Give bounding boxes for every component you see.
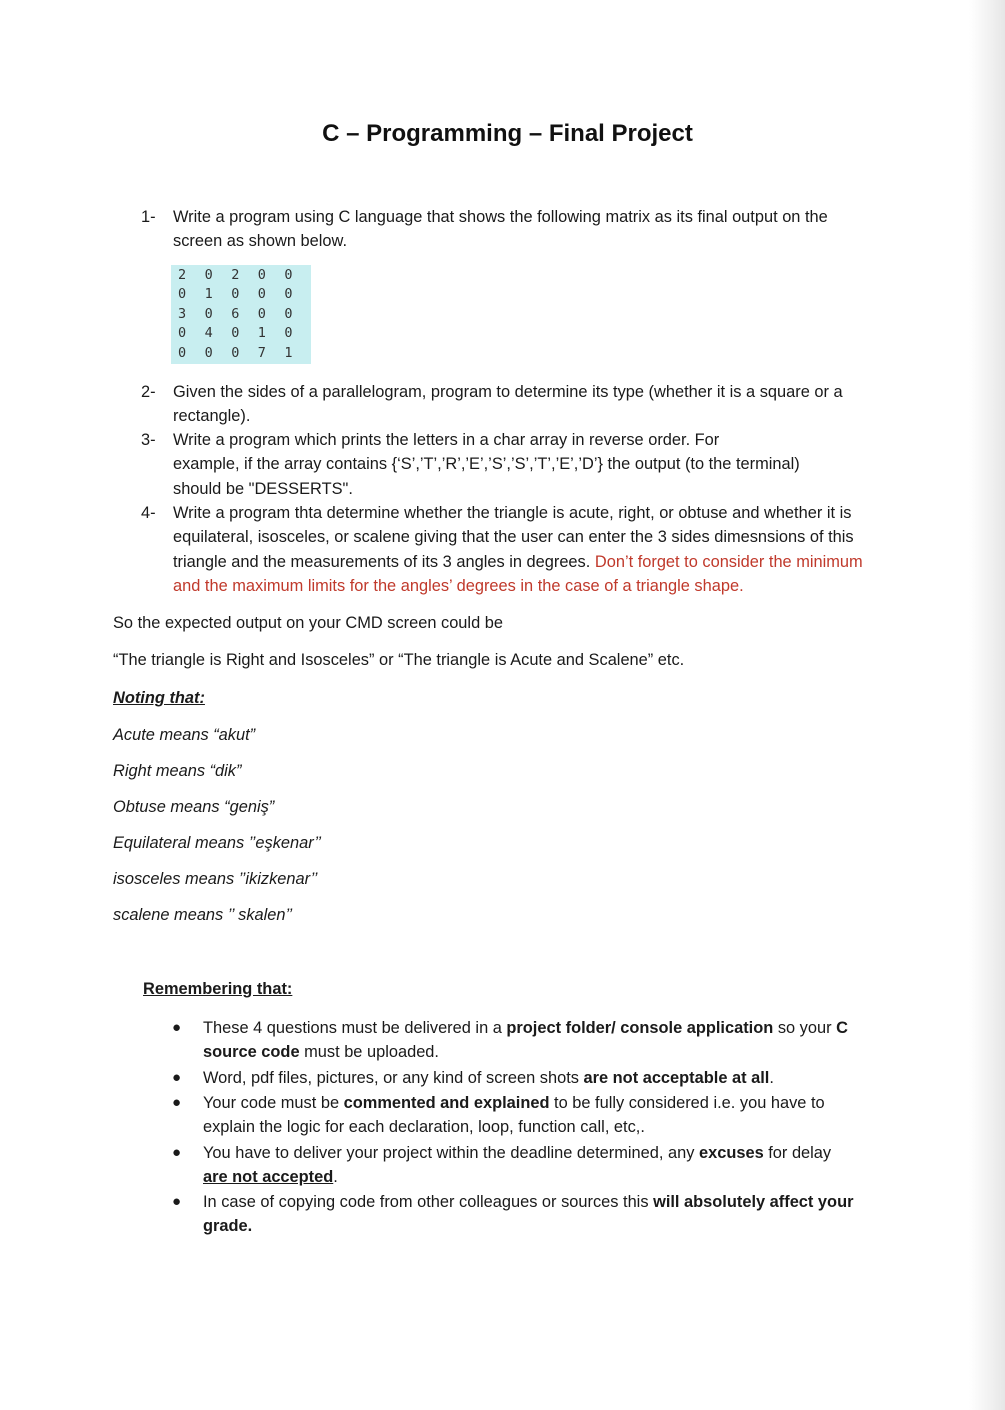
matrix-cell: 0 <box>178 344 187 361</box>
matrix-row <box>171 285 311 304</box>
bullet-strong: commented and explained <box>343 1094 550 1112</box>
matrix-cell: 0 <box>204 267 213 283</box>
matrix-cell: 0 <box>204 344 213 361</box>
matrix-cell: 0 <box>257 305 266 322</box>
bullet-strong: grade. <box>203 1217 253 1236</box>
bullet-dot: ● <box>172 1144 182 1161</box>
bullet-line <box>203 1190 868 1214</box>
question-number: 1- <box>141 208 156 226</box>
bullet-line <box>203 1141 868 1165</box>
term-definition: Obtuse means “geniş” <box>113 798 275 816</box>
bullet-line <box>203 1091 868 1115</box>
matrix-cell: 4 <box>204 325 213 342</box>
matrix-cell: 2 <box>178 267 187 283</box>
expected-example: “The triangle is Right and Isosceles” or “The triangle is Acute and Scalene” etc. <box>113 651 685 669</box>
question-line: Write a program which prints the letters in a char array in reverse order. For <box>173 431 720 449</box>
matrix-cell: 0 <box>257 267 266 283</box>
matrix-cell: 0 <box>231 325 240 342</box>
matrix-row <box>171 305 311 324</box>
matrix-cell: 0 <box>178 286 187 303</box>
bullet-item <box>172 1066 868 1090</box>
matrix-cell: 6 <box>231 305 240 322</box>
bullet-line <box>203 1016 868 1040</box>
bullet-text: for delay <box>763 1144 832 1162</box>
bullet-text: . <box>333 1168 338 1187</box>
bullet-strong: excuses <box>698 1144 764 1162</box>
question-text <box>173 501 881 598</box>
matrix-cell: 0 <box>204 305 213 322</box>
matrix-cell: 0 <box>257 286 266 303</box>
noting-heading: Noting that: <box>113 689 205 707</box>
bullet-item <box>172 1016 868 1065</box>
question-1 <box>141 205 876 254</box>
matrix-cell: 1 <box>284 344 293 361</box>
matrix-cell: 0 <box>284 286 293 303</box>
bullet-line <box>203 1066 868 1090</box>
matrix-cell: 0 <box>231 344 240 361</box>
bullet-dot: ● <box>172 1069 182 1086</box>
bullet-text: Word, pdf files, pictures, or any kind of screen shots <box>203 1069 584 1087</box>
bullet-line <box>203 1165 868 1189</box>
question-number: 2- <box>141 383 156 401</box>
page-edge-shadow <box>969 0 1005 1410</box>
question-text: Write a program using C language that shows the following matrix as its final output on the screen as shown below. <box>173 208 828 251</box>
question-2 <box>141 380 876 429</box>
matrix-cell: 7 <box>257 344 266 361</box>
bullet-dot: ● <box>172 1193 182 1210</box>
angle-limit-warning: Don’t forget to consider the minimum and the maximum limits for the angles’ degrees in the case of a triangle shape. <box>173 552 863 595</box>
matrix-cell: 1 <box>204 286 213 303</box>
bullet-dot: ● <box>172 1019 182 1036</box>
term-definition: Right means “dik” <box>113 762 242 780</box>
bullet-text: so your <box>773 1019 837 1037</box>
bullet-item <box>172 1190 868 1239</box>
term-definition: Acute means “akut” <box>113 726 256 744</box>
bullet-text: You have to deliver your project within the deadline determined, any <box>203 1144 699 1162</box>
matrix-cell: 0 <box>284 325 293 342</box>
question-line: example, if the array contains {‘S’,’T’,’R’,’E’,’S’,’S’,’T’,’E’,’D’} the output (to the terminal) <box>173 455 800 474</box>
matrix-cell: 0 <box>284 305 293 322</box>
question-3 <box>141 428 901 501</box>
bullet-strong: project folder/ console application <box>506 1019 774 1037</box>
bullet-text: Your code must be <box>203 1094 344 1112</box>
matrix-row <box>171 324 311 343</box>
bullet-line <box>203 1214 868 1238</box>
term-definition: scalene means ’’ skalen’’ <box>113 906 293 924</box>
bullet-strong: C <box>836 1019 848 1037</box>
question-number: 4- <box>141 504 156 522</box>
question-4 <box>141 501 881 598</box>
matrix-cell: 2 <box>231 267 240 283</box>
page-title: C – Programming – Final Project <box>322 120 693 147</box>
term-definition: Equilateral means ’’eşkenar’’ <box>113 834 322 852</box>
expected-intro: So the expected output on your CMD screen could be <box>113 614 503 632</box>
bullet-strong: source code <box>203 1043 300 1062</box>
question-4-main: Write a program thta determine whether the triangle is acute, right, or obtuse and whether it is equilateral, isosceles, or scalene giving that the user can enter the 3 sides dimesnsions of this triangle and the measurements of its 3 angles in degrees. <box>173 504 854 571</box>
question-text: Given the sides of a parallelogram, program to determine its type (whether it is a square or a rectangle). <box>173 383 843 426</box>
matrix-cell: 0 <box>178 325 187 342</box>
question-number: 3- <box>141 431 156 449</box>
question-text <box>173 428 901 501</box>
remember-heading: Remembering that: <box>143 980 293 998</box>
matrix-cell: 0 <box>284 267 293 283</box>
bullet-strong: will absolutely affect your <box>653 1193 854 1211</box>
matrix-output <box>171 265 311 364</box>
bullet-strong: are not acceptable at all <box>583 1069 770 1087</box>
bullet-item <box>172 1141 868 1190</box>
matrix-cell: 0 <box>231 286 240 303</box>
bullet-text: to be fully considered i.e. you have to <box>549 1094 825 1112</box>
bullet-text: In case of copying code from other colleagues or sources this <box>203 1193 654 1211</box>
matrix-cell: 1 <box>257 325 266 342</box>
bullet-text: These 4 questions must be delivered in a <box>203 1019 507 1037</box>
bullet-text: must be uploaded. <box>299 1043 439 1062</box>
bullet-strong-underlined: are not accepted <box>203 1168 334 1187</box>
matrix-row <box>171 266 311 285</box>
question-line: should be "DESSERTS". <box>173 479 353 498</box>
bullet-line: explain the logic for each declaration, loop, function call, etc,. <box>203 1118 645 1137</box>
matrix-row <box>171 344 311 363</box>
bullet-item <box>172 1091 868 1140</box>
matrix-cell: 3 <box>178 305 187 322</box>
bullet-line <box>203 1040 868 1064</box>
bullet-dot: ● <box>172 1094 182 1111</box>
bullet-text: . <box>769 1069 774 1087</box>
term-definition: isosceles means ’’ikizkenar’’ <box>113 870 318 888</box>
